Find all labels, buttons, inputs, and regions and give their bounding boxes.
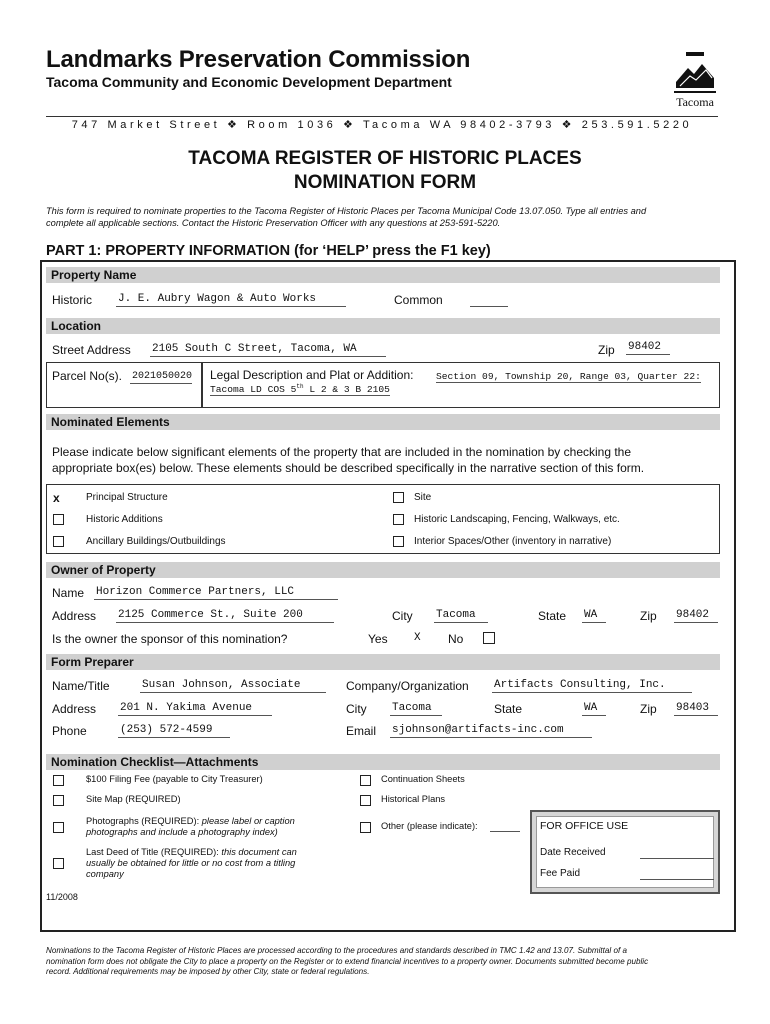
preparer-company-label: Company/Organization: [346, 679, 469, 693]
preparer-company-field[interactable]: Artifacts Consulting, Inc.: [492, 679, 692, 693]
deed-label-a: Last Deed of Title (REQUIRED):: [86, 847, 222, 857]
site-label: Site: [414, 492, 432, 503]
legal-text-a: Tacoma LD COS 5: [210, 384, 297, 396]
site-map-label: Site Map (REQUIRED): [86, 794, 181, 804]
footer-note: [46, 946, 726, 978]
section-owner: Owner of Property: [46, 562, 720, 578]
fee-paid-field[interactable]: [640, 879, 714, 880]
historical-plans-checkbox[interactable]: [360, 795, 371, 806]
owner-city-field[interactable]: Tacoma: [434, 609, 488, 623]
preparer-state-label: State: [494, 702, 523, 716]
owner-address-label: Address: [52, 609, 97, 623]
historic-landscaping-label: Historic Landscaping, Fencing, Walkways, etc.: [414, 514, 620, 525]
legal-text-b: L 2 & 3 B 2105: [303, 384, 390, 396]
section-nominated-elements: Nominated Elements: [46, 414, 720, 430]
continuation-sheets-checkbox[interactable]: [360, 775, 371, 786]
preparer-state-field[interactable]: WA: [582, 702, 606, 716]
sponsor-question: Is the owner the sponsor of this nomination?: [52, 632, 288, 646]
street-address-label: Street Address: [52, 343, 131, 357]
form-title: [46, 147, 724, 195]
deed-label: [86, 847, 297, 880]
sponsor-no-label: No: [448, 632, 464, 646]
address-line: 747 Market Street ❖ Room 1036 ❖ Tacoma WA 98402-3793 ❖ 253.591.5220: [71, 119, 693, 131]
form-title-line-2: NOMINATION FORM: [293, 172, 477, 193]
owner-state-field[interactable]: WA: [582, 609, 606, 623]
preparer-email-field[interactable]: sjohnson@artifacts-inc.com: [390, 724, 592, 738]
owner-zip-field[interactable]: 98402: [674, 609, 718, 623]
interior-spaces-label: Interior Spaces/Other (inventory in narrative): [414, 536, 612, 547]
ancillary-buildings-label: Ancillary Buildings/Outbuildings: [86, 536, 226, 547]
owner-city-label: City: [392, 609, 413, 623]
other-field[interactable]: [490, 831, 520, 832]
section-form-preparer: Form Preparer: [46, 654, 720, 670]
form-title-line-1: TACOMA REGISTER OF HISTORIC PLACES: [188, 148, 582, 169]
nominated-instructions-line-1: Please indicate below significant elements of the property that are included in the nomination by checking the: [52, 445, 632, 459]
commission-title: Landmarks Preservation Commission: [46, 46, 471, 73]
nominated-instructions-line-2: appropriate box(es) below. These elements should be described specifically in the narrative section of this form.: [52, 461, 645, 475]
preparer-zip-label: Zip: [640, 702, 657, 716]
common-name-field[interactable]: [470, 306, 508, 307]
intro-text: [46, 205, 736, 229]
historic-name-field[interactable]: J. E. Aubry Wagon & Auto Works: [116, 293, 346, 307]
department-subtitle: Tacoma Community and Economic Development Department: [46, 74, 452, 90]
filing-fee-checkbox[interactable]: [53, 775, 64, 786]
common-label: Common: [394, 293, 443, 307]
photographs-label-c: photographs and include a photography index): [86, 827, 278, 837]
owner-address-field[interactable]: 2125 Commerce St., Suite 200: [116, 609, 334, 623]
office-use-title: FOR OFFICE USE: [540, 820, 629, 832]
sponsor-no-checkbox[interactable]: [483, 632, 495, 644]
historic-additions-label: Historic Additions: [86, 514, 163, 525]
date-received-field[interactable]: [640, 858, 714, 859]
section-checklist: Nomination Checklist—Attachments: [46, 754, 720, 770]
owner-state-label: State: [538, 609, 567, 623]
preparer-city-label: City: [346, 702, 367, 716]
location-zip-field[interactable]: 98402: [626, 341, 670, 355]
historical-plans-label: Historical Plans: [381, 794, 446, 804]
other-checkbox[interactable]: [360, 822, 371, 833]
tacoma-logo: [672, 52, 718, 110]
street-address-field[interactable]: 2105 South C Street, Tacoma, WA: [150, 343, 386, 357]
filing-fee-label: $100 Filing Fee (payable to City Treasurer): [86, 774, 263, 784]
historic-label: Historic: [52, 293, 93, 307]
section-location: Location: [46, 318, 720, 334]
preparer-name-field[interactable]: Susan Johnson, Associate: [140, 679, 326, 693]
deed-label-b: this document can: [221, 847, 297, 857]
date-received-label: Date Received: [540, 847, 606, 858]
interior-spaces-checkbox[interactable]: [393, 536, 404, 547]
intro-line-1: This form is required to nominate properties to the Tacoma Register of Historic Places per Tacoma Municipal Code 13.07.050. Type all entries and: [46, 206, 647, 216]
preparer-email-label: Email: [346, 724, 377, 738]
preparer-phone-field[interactable]: (253) 572-4599: [118, 724, 230, 738]
footer-line-3: record. Additional requirements may be imposed by other City, state or federal regulations.: [46, 967, 370, 976]
location-zip-label: Zip: [598, 343, 615, 357]
photographs-label-b: please label or caption: [201, 816, 295, 826]
photographs-label: [86, 816, 295, 838]
sponsor-yes-checkbox[interactable]: X: [414, 632, 421, 644]
site-checkbox[interactable]: [393, 492, 404, 503]
legal-text-sup: th: [296, 383, 304, 390]
deed-label-d: company: [86, 869, 124, 879]
legal-description-line-1[interactable]: Section 09, Township 20, Range 03, Quarter 22:: [436, 371, 701, 382]
historic-additions-checkbox[interactable]: [53, 514, 64, 525]
deed-checkbox[interactable]: [53, 858, 64, 869]
footer-line-1: Nominations to the Tacoma Register of Historic Places are processed according to the procedures and standards described in TMC 1.42 and 13.07. Submittal of a: [46, 946, 627, 955]
preparer-phone-label: Phone: [52, 724, 87, 738]
preparer-name-label: Name/Title: [52, 679, 110, 693]
section-property-name: Property Name: [46, 267, 720, 283]
preparer-address-label: Address: [52, 702, 97, 716]
legal-description-line-2[interactable]: [210, 383, 390, 396]
owner-name-label: Name: [52, 586, 85, 600]
owner-zip-label: Zip: [640, 609, 657, 623]
parcel-field[interactable]: 2021050020: [132, 371, 193, 382]
nominated-instructions: [52, 444, 722, 476]
principal-structure-checkbox[interactable]: x: [53, 491, 60, 505]
logo-wordmark: Tacoma: [676, 95, 714, 109]
fee-paid-label: Fee Paid: [540, 868, 581, 879]
photographs-checkbox[interactable]: [53, 822, 64, 833]
deed-label-c: usually be obtained for little or no cost from a titling: [86, 858, 296, 868]
owner-name-field[interactable]: Horizon Commerce Partners, LLC: [94, 586, 338, 600]
ancillary-buildings-checkbox[interactable]: [53, 536, 64, 547]
continuation-sheets-label: Continuation Sheets: [381, 774, 465, 784]
part1-heading: PART 1: PROPERTY INFORMATION (for ‘HELP’ press the F1 key): [46, 243, 491, 259]
header-rule: [46, 116, 718, 117]
photographs-label-a: Photographs (REQUIRED):: [86, 816, 202, 826]
site-map-checkbox[interactable]: [53, 795, 64, 806]
preparer-zip-field[interactable]: 98403: [674, 702, 718, 716]
preparer-address-field[interactable]: 201 N. Yakima Avenue: [118, 702, 272, 716]
historic-landscaping-checkbox[interactable]: [393, 514, 404, 525]
footer-line-2: nomination form does not obligate the City to place a property on the Register or to extend financial incentives to a property owner. Documents submitted become public: [46, 956, 649, 966]
principal-structure-label: Principal Structure: [86, 492, 168, 503]
revision-date: 11/2008: [46, 892, 78, 902]
parcel-label: Parcel No(s).: [52, 369, 123, 383]
legal-description-label: Legal Description and Plat or Addition:: [210, 368, 414, 382]
sponsor-yes-label: Yes: [368, 632, 388, 646]
other-label: Other (please indicate):: [381, 821, 478, 831]
preparer-city-field[interactable]: Tacoma: [390, 702, 442, 716]
intro-line-2: complete all applicable sections. Contact the Historic Preservation Officer with any questions at 253-591-5220.: [46, 218, 501, 228]
